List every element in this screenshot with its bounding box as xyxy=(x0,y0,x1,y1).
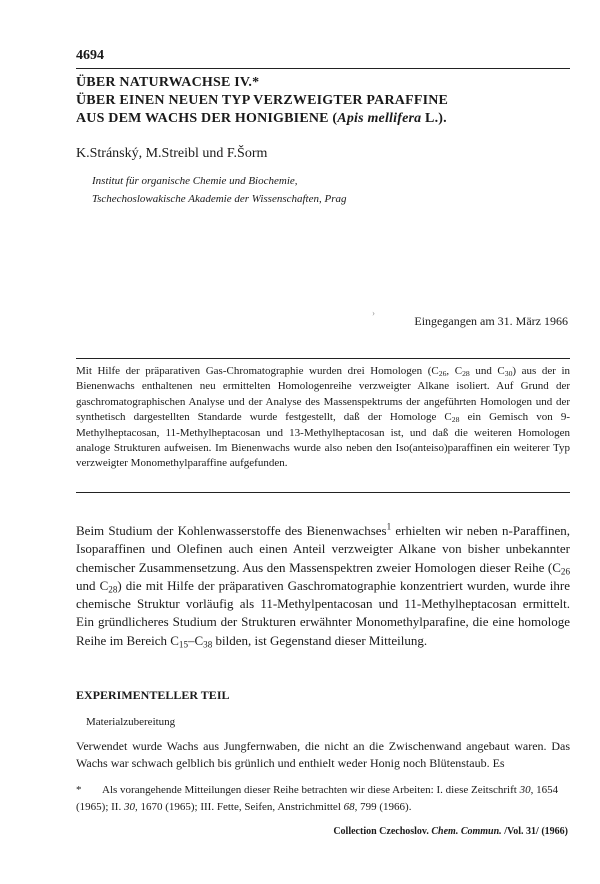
journal-name: Chem. Commun. xyxy=(431,826,502,837)
subscript: 38 xyxy=(203,639,213,650)
footnote-text: , 1654 (1965); II. xyxy=(76,784,559,813)
subscript: 26 xyxy=(560,565,570,576)
volume-number: 30 xyxy=(123,801,135,813)
abstract-text: und C xyxy=(469,365,505,377)
footnote-marker: * xyxy=(76,784,82,796)
journal-volume: /Vol. 31/ (1966) xyxy=(501,826,568,837)
title-line-3-suffix: L.). xyxy=(421,111,447,126)
affiliation-line-2: Tschechoslowakische Akademie der Wissenschaften, Prag xyxy=(92,193,347,205)
abstract-text: , C xyxy=(446,365,463,377)
subscript: 15 xyxy=(178,639,188,650)
section-heading: EXPERIMENTELLER TEIL xyxy=(76,688,230,702)
article-title xyxy=(76,74,448,128)
abstract-bottom-rule xyxy=(76,492,570,493)
footnote xyxy=(76,782,570,816)
species-name: Apis mellifera xyxy=(337,111,422,126)
abstract-text: ein Gemisch von 9-Methylheptacosan, 11-Methylheptacosan und 13-Methylheptacosan ist, und daß die weiteren Homologen analoge Strukturen aufweisen. Im Bienenwachs wurde also neben den Iso(anteiso)paraffinen ein weiterer Typ verzweigter Monomethylparaffine aufgefunden. xyxy=(76,411,570,470)
title-line-1: ÜBER NATURWACHSE IV.* xyxy=(76,75,260,90)
title-line-2: ÜBER EINEN NEUEN TYP VERZWEIGTER PARAFFINE xyxy=(76,93,449,108)
intro-paragraph xyxy=(76,522,570,650)
footnote-text: , 1670 (1965); III. Fette, Seifen, Anstrichmittel xyxy=(134,801,344,813)
abstract xyxy=(76,364,570,472)
subscript: 28 xyxy=(462,368,470,378)
received-date: Eingegangen am 31. März 1966 xyxy=(414,314,568,328)
footnote-text: , 799 (1966). xyxy=(354,801,412,813)
body-text: Beim Studium der Kohlenwasserstoffe des Bienenwachses xyxy=(76,523,387,538)
footnote-text: Als vorangehende Mitteilungen dieser Reihe betrachten wir diese Arbeiten: I. diese Zeitschrift xyxy=(102,784,520,796)
body-text: erhielten wir neben n-Paraffinen, Isoparaffinen und Olefinen auch einen Anteil verzweigter Alkane von bisher unbekannter chemischer Zusammensetzung. Aus den Massenspektren zweier Homologen dieser Reihe (C xyxy=(76,523,570,575)
abstract-text: Mit Hilfe der präparativen Gas-Chromatographie wurden drei Homologen (C xyxy=(76,365,439,377)
journal-citation xyxy=(333,826,568,837)
affiliation xyxy=(92,172,347,208)
author-list: K.Stránský, M.Streibl und F.Šorm xyxy=(76,146,268,161)
subscript: 28 xyxy=(451,415,460,425)
page-number: 4694 xyxy=(76,48,104,63)
body-text: ) die mit Hilfe der präparativen Gaschromatographie konzentriert wurden, wurde ihre chemische Struktur vorläufig als 11-Methylpentacosan und 11-Methylheptacosan ermittelt. Ein gründlicheres Studium der Strukturen erwähnter Monomethylparafine, die eine homologe Reihe im Bereich C xyxy=(76,577,571,648)
abstract-text: ) aus der in Bienenwachs enthaltenen neu ermittelten Homologenreihe verzweigter Alkane isoliert. Auf Grund der gaschromatographischen Analyse und der Analyse des Massenspektrums der angeführten Homologen und der synthetisch dargestellten Standarde wurde festgestellt, daß der Homologe C xyxy=(76,365,570,424)
body-text: und C xyxy=(76,577,109,593)
header-rule xyxy=(76,68,570,69)
scan-mark: › xyxy=(372,308,375,318)
subscript: 26 xyxy=(438,368,447,378)
body-text: –C xyxy=(187,632,204,648)
volume-number: 30 xyxy=(519,784,531,796)
method-paragraph: Verwendet wurde Wachs aus Jungfernwaben, die nicht an die Zwischenwand angebaut waren. Das Wachs war schwach gelblich bis grünlich und enthielt weder Honig noch Blütenstaub. Es xyxy=(76,739,570,770)
reference-marker: 1 xyxy=(386,521,392,532)
subsection-heading: Materialzubereitung xyxy=(86,716,176,728)
volume-number: 68 xyxy=(343,801,355,813)
affiliation-line-1: Institut für organische Chemie und Biochemie, xyxy=(92,175,298,187)
title-line-3-prefix: AUS DEM WACHS DER HONIGBIENE ( xyxy=(76,111,338,126)
journal-prefix: Collection Czechoslov. xyxy=(333,826,432,837)
subscript: 28 xyxy=(108,584,118,595)
title-line-3 xyxy=(76,110,448,128)
abstract-top-rule xyxy=(76,358,570,359)
body-text: bilden, ist Gegenstand dieser Mitteilung. xyxy=(212,632,428,648)
subscript: 30 xyxy=(504,368,513,378)
